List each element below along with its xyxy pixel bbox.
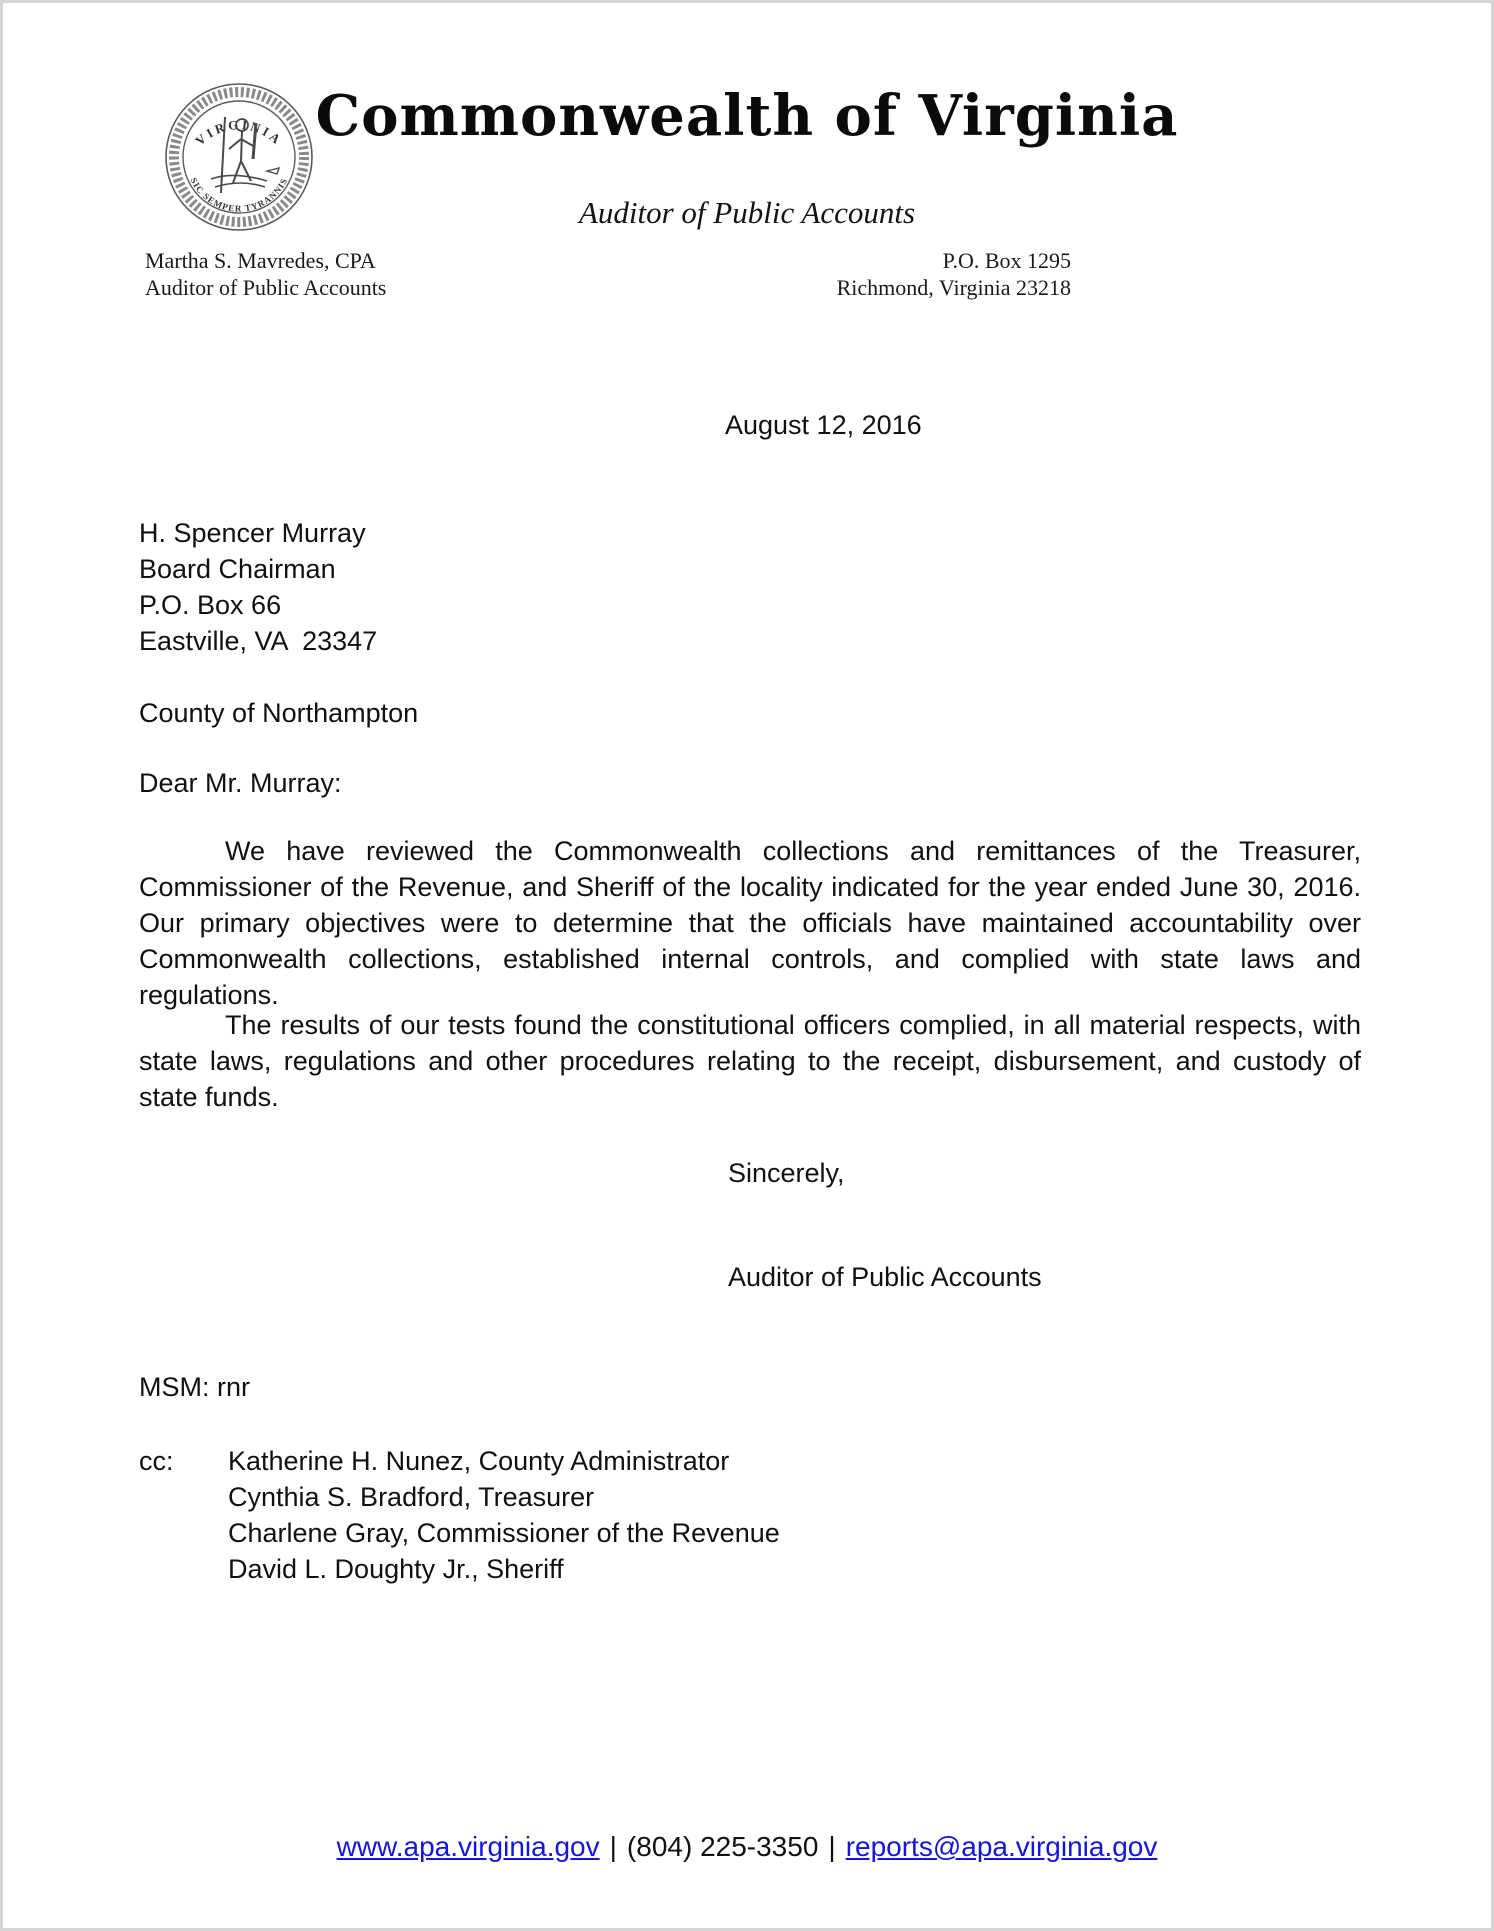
letterhead-title: Commonwealth of Virginia bbox=[315, 83, 1179, 149]
reference-initials: MSM: rnr bbox=[139, 1372, 250, 1402]
locality-line: County of Northampton bbox=[139, 698, 419, 728]
office-address-block bbox=[837, 247, 1071, 301]
cc-entry-sheriff: David L. Doughty Jr., Sheriff bbox=[228, 1554, 564, 1584]
letter-date: August 12, 2016 bbox=[725, 410, 922, 440]
auditor-name: Martha S. Mavredes, CPA bbox=[145, 248, 376, 273]
footer bbox=[3, 1831, 1491, 1863]
cc-entry-county-administrator: Katherine H. Nunez, County Administrator bbox=[228, 1446, 730, 1476]
recipient-title: Board Chairman bbox=[139, 554, 336, 584]
recipient-name: H. Spencer Murray bbox=[139, 518, 366, 548]
cc-list bbox=[228, 1443, 780, 1587]
cc-entry-treasurer: Cynthia S. Bradford, Treasurer bbox=[228, 1482, 595, 1512]
signer-title: Auditor of Public Accounts bbox=[728, 1262, 1042, 1292]
email-link[interactable]: reports@apa.virginia.gov bbox=[845, 1831, 1158, 1862]
phone-number: (804) 225-3350 bbox=[626, 1831, 819, 1862]
seal-top-text: VIRGINIA bbox=[192, 116, 286, 149]
recipient-city-state-zip: Eastville, VA 23347 bbox=[139, 626, 378, 656]
office-po-box: P.O. Box 1295 bbox=[942, 248, 1071, 273]
seal-bottom-text: SIC SEMPER TYRANNIS bbox=[188, 176, 290, 214]
salutation: Dear Mr. Murray: bbox=[139, 768, 342, 798]
footer-separator: | bbox=[609, 1831, 617, 1862]
website-link[interactable]: www.apa.virginia.gov bbox=[336, 1831, 600, 1862]
recipient-po-box: P.O. Box 66 bbox=[139, 590, 282, 620]
cc-label: cc: bbox=[139, 1446, 174, 1476]
letterhead-subtitle: Auditor of Public Accounts bbox=[578, 195, 916, 230]
auditor-title: Auditor of Public Accounts bbox=[145, 275, 387, 300]
body-paragraph-2: The results of our tests found the constitutional officers complied, in all material respects, with state laws, regulations and other procedures relating to the receipt, disbursement, and custody of state funds. bbox=[139, 1010, 1361, 1112]
recipient-address-block bbox=[139, 515, 377, 659]
closing: Sincerely, bbox=[728, 1158, 845, 1188]
body-paragraph-1: We have reviewed the Commonwealth collections and remittances of the Treasurer, Commissioner of the Revenue, and Sheriff of the locality indicated for the year ended June 30, 2016. Our primary objectives were to determine that the officials have maintained accountability over Commonwealth collections, established internal controls, and complied with state laws and regulations. bbox=[139, 836, 1361, 1010]
cc-entry-commissioner-of-revenue: Charlene Gray, Commissioner of the Revenue bbox=[228, 1518, 780, 1548]
footer-separator: | bbox=[828, 1831, 836, 1862]
office-city-state-zip: Richmond, Virginia 23218 bbox=[836, 275, 1071, 300]
auditor-contact-block bbox=[145, 247, 386, 301]
